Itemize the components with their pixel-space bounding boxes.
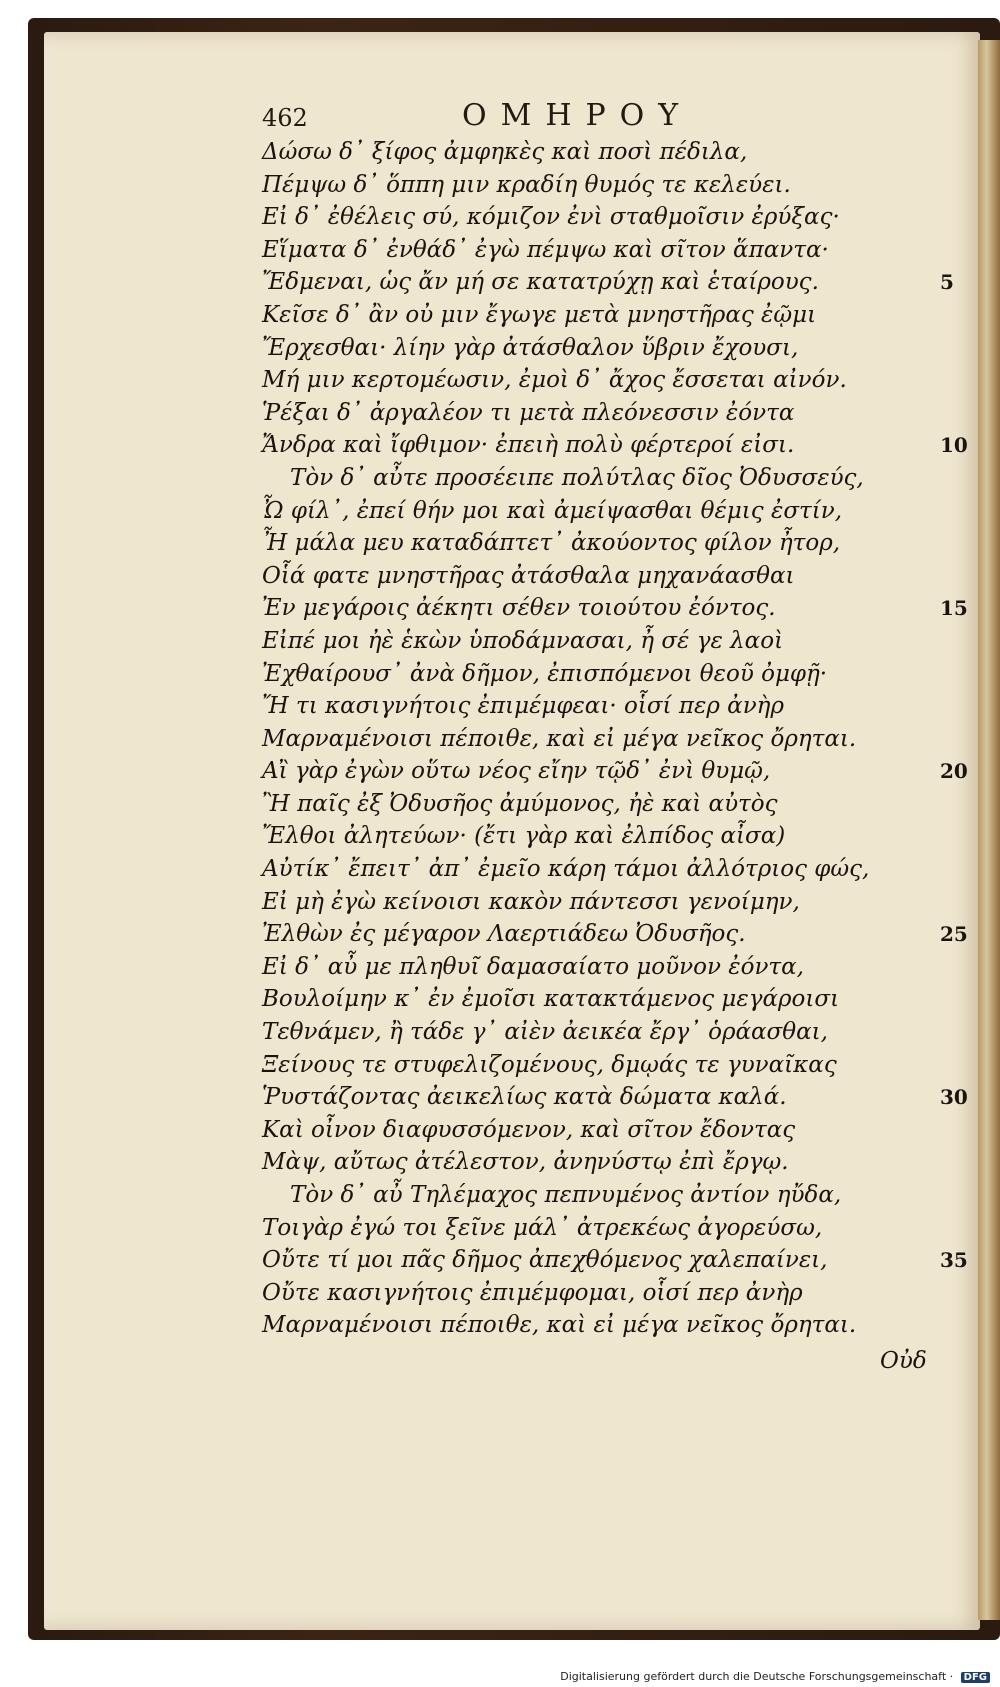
line-number: 10 (940, 433, 968, 458)
verse-line (262, 136, 922, 169)
verse-line (262, 853, 922, 886)
verse-line (262, 983, 922, 1016)
verse-line (262, 266, 954, 299)
verse-line-text: Εἰ μὴ ἐγὼ κείνοισι κακὸν πάντεσσι γενοίμην, (262, 888, 800, 915)
verse-line-text: Οἷά φατε μνηστῆρας ἀτάσθαλα μηχανάασθαι (262, 562, 795, 589)
verse-line-text: Δώσω δ᾽ ξίφος ἀμφηκὲς καὶ ποσὶ πέδιλα, (262, 139, 748, 165)
catchword: Οὐδ (880, 1348, 927, 1374)
verse-line (262, 886, 922, 919)
verse-line-text: Κεῖσε δ᾽ ἂν οὐ μιν ἔγωγε μετὰ μνηστῆρας ἐῷμι (262, 301, 817, 328)
verse-line-text: Ἔδμεναι, ὡς ἄν μή σε κατατρύχῃ καὶ ἑταίρους. (262, 269, 819, 296)
running-head: ΟΜΗΡΟΥ (462, 98, 693, 133)
page-header (262, 98, 902, 138)
line-number: 25 (940, 922, 968, 947)
verse-line (262, 527, 922, 560)
verse-line-text: Αἲ γὰρ ἐγὼν οὕτω νέος εἴην τῷδ᾽ ἐνὶ θυμῷ, (262, 758, 771, 785)
verse-line (262, 462, 922, 495)
line-number: 5 (940, 270, 954, 295)
verse-line-text: Οὔτε τί μοι πᾶς δῆμος ἀπεχθόμενος χαλεπαίνει, (262, 1247, 828, 1274)
verse-line (262, 690, 922, 723)
verse-line (262, 1277, 922, 1310)
verse-line (262, 169, 922, 202)
verse-line-text: Ἔρχεσθαι· λίην γὰρ ἀτάσθαλον ὕβριν ἔχουσι, (262, 334, 799, 361)
page-number: 462 (262, 104, 308, 132)
page-edge-strip (978, 40, 1000, 1620)
verse-line (262, 429, 968, 462)
verse-line (262, 1212, 922, 1245)
verse-line-text: Ἦ μάλα μευ καταδάπτετ᾽ ἀκούοντος φίλον ἦτορ, (262, 530, 841, 557)
verse-line-text: Αὐτίκ᾽ ἔπειτ᾽ ἀπ᾽ ἐμεῖο κάρη τάμοι ἀλλότριος φώς, (262, 856, 870, 883)
verse-lines (262, 136, 968, 1342)
verse-line (262, 625, 922, 658)
verse-line (262, 723, 922, 756)
verse-line (262, 299, 922, 332)
verse-line (262, 234, 922, 267)
verse-line (262, 1081, 968, 1114)
verse-line-text: Εἰ δ᾽ ἐθέλεις σύ, κόμιζον ἐνὶ σταθμοῖσιν ἐρύξας· (262, 204, 840, 231)
verse-line-text: Ἐχθαίρουσ᾽ ἀνὰ δῆμον, ἐπισπόμενοι θεοῦ ὀμφῇ· (262, 660, 828, 687)
line-number: 30 (940, 1085, 968, 1110)
verse-line (262, 1114, 922, 1147)
verse-line (262, 1309, 922, 1342)
verse-line (262, 658, 922, 691)
verse-line (262, 592, 968, 625)
line-number: 35 (940, 1248, 968, 1273)
verse-line-text: Βουλοίμην κ᾽ ἐν ἐμοῖσι κατακτάμενος μεγάροισι (262, 986, 840, 1013)
verse-line (262, 918, 968, 951)
verse-line (262, 397, 922, 430)
verse-line-text: Ἐλθὼν ἐς μέγαρον Λαερτιάδεω Ὀδυσῆος. (262, 921, 746, 948)
verse-line-text: Ῥυστάζοντας ἀεικελίως κατὰ δώματα καλά. (262, 1084, 787, 1111)
verse-line (262, 495, 922, 528)
verse-line-text: Εἰ δ᾽ αὖ με πληθυῖ δαμασαίατο μοῦνον ἐόντα, (262, 953, 804, 980)
verse-line (262, 1049, 922, 1082)
verse-line-text: Πέμψω δ᾽ ὅππη μιν κραδίη θυμός τε κελεύει. (262, 171, 791, 198)
verse-line-text: Τεθνάμεν, ἢ τάδε γ᾽ αἰὲν ἀεικέα ἔργ᾽ ὁράασθαι, (262, 1019, 828, 1046)
verse-line-text: Ἢ παῖς ἐξ Ὀδυσῆος ἀμύμονος, ἠὲ καὶ αὐτὸς (262, 790, 778, 817)
verse-line (262, 1244, 968, 1277)
verse-line-text: Ἄνδρα καὶ ἴφθιμον· ἐπειὴ πολὺ φέρτεροί εἰσι. (262, 432, 795, 459)
digitization-credit (560, 1670, 990, 1683)
credit-text: Digitalisierung gefördert durch die Deutsche Forschungsgemeinschaft · (560, 1670, 954, 1683)
verse-line-text: Ἤ τι κασιγνήτοις ἐπιμέμφεαι· οἷσί περ ἀνὴρ (262, 693, 784, 720)
verse-line (262, 364, 922, 397)
verse-line-text: Ἔλθοι ἀλητεύων· (ἔτι γὰρ καὶ ἐλπίδος αἶσα) (262, 823, 786, 850)
verse-line (262, 560, 922, 593)
verse-line-text: Τὸν δ᾽ αὖτε προσέειπε πολύτλας δῖος Ὀδυσσεύς, (290, 464, 864, 491)
verse-line (262, 820, 922, 853)
verse-line-text: Μὰψ, αὔτως ἀτέλεστον, ἀνηνύστῳ ἐπὶ ἔργῳ. (262, 1149, 789, 1176)
verse-line (262, 1146, 922, 1179)
verse-line-text: Τὸν δ᾽ αὖ Τηλέμαχος πεπνυμένος ἀντίον ηὔδα, (290, 1182, 842, 1208)
verse-line-text: Ῥέξαι δ᾽ ἀργαλέον τι μετὰ πλεόνεσσιν ἐόντα (262, 399, 795, 426)
verse-line (262, 951, 922, 984)
verse-line (262, 1016, 922, 1049)
verse-line-text: Ὦ φίλ᾽, ἐπεί θήν μοι καὶ ἀμείψασθαι θέμις ἐστίν, (262, 497, 843, 524)
verse-line-text: Οὔτε κασιγνήτοις ἐπιμέμφομαι, οἷσί περ ἀνὴρ (262, 1279, 803, 1306)
verse-line-text: Ἐν μεγάροις ἀέκητι σέθεν τοιούτου ἐόντος. (262, 595, 776, 622)
verse-line (262, 201, 922, 234)
dfg-logo: DFG (961, 1672, 990, 1683)
verse-line (262, 755, 968, 788)
verse-line (262, 332, 922, 365)
verse-line-text: Ξείνους τε στυφελιζομένους, δμῳάς τε γυναῖκας (262, 1051, 837, 1078)
line-number: 15 (940, 596, 968, 621)
verse-line-text: Εἰπέ μοι ἠὲ ἑκὼν ὑποδάμνασαι, ἦ σέ γε λαοὶ (262, 627, 784, 654)
verse-line (262, 788, 922, 821)
verse-line-text: Μαρναμένοισι πέποιθε, καὶ εἰ μέγα νεῖκος ὄρηται. (262, 1312, 857, 1339)
verse-line-text: Εἵματα δ᾽ ἐνθάδ᾽ ἐγὼ πέμψω καὶ σῖτον ἅπαντα· (262, 236, 829, 263)
verse-line-text: Μή μιν κερτομέωσιν, ἐμοὶ δ᾽ ἄχος ἔσσεται αἰνόν. (262, 367, 847, 394)
verse-line (262, 1179, 922, 1212)
verse-line-text: Τοιγὰρ ἐγώ τοι ξεῖνε μάλ᾽ ἀτρεκέως ἀγορεύσω, (262, 1214, 823, 1241)
line-number: 20 (940, 759, 968, 784)
verse-line-text: Καὶ οἶνον διαφυσσόμενον, καὶ σῖτον ἔδοντας (262, 1116, 796, 1143)
verse-line-text: Μαρναμένοισι πέποιθε, καὶ εἰ μέγα νεῖκος ὄρηται. (262, 725, 857, 752)
